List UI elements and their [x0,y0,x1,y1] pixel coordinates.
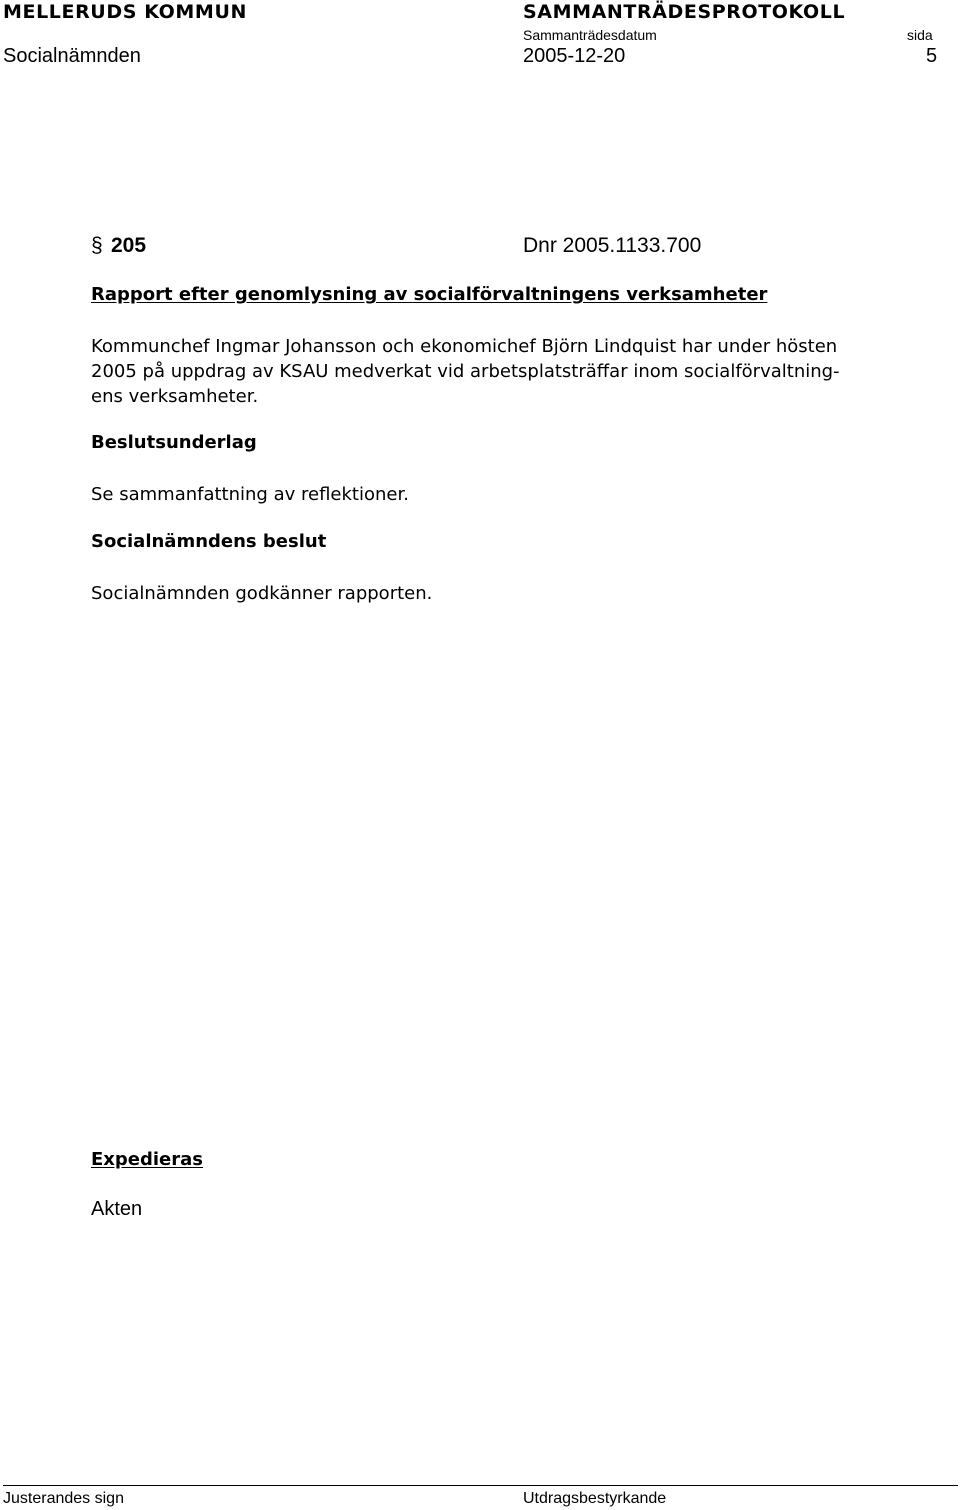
signature-label: Justerandes sign [3,1490,124,1507]
dispatch-item: Akten [91,1198,143,1220]
dispatch-heading: Expedieras [91,1149,203,1170]
section-number: 205 [111,234,147,257]
document-type: SAMMANTRÄDESPROTOKOLL [523,1,846,23]
decision-text: Socialnämnden godkänner rapporten. [91,583,433,604]
organization-name: MELLERUDS KOMMUN [3,1,247,23]
basis-heading: Beslutsunderlag [91,432,257,453]
body-line: Kommunchef Ingmar Johansson och ekonomichef Björn Lindquist har under hösten [91,336,838,357]
section-symbol: § [91,234,103,257]
committee-name: Socialnämnden [3,45,141,67]
page-number: 5 [926,45,938,67]
body-line: ens verksamheter. [91,386,259,407]
basis-text: Se sammanfattning av reflektioner. [91,484,409,505]
page-label: sida [907,27,933,43]
body-line: 2005 på uppdrag av KSAU medverkat vid arbetsplatsträffar inom socialförvaltning- [91,361,840,382]
item-title: Rapport efter genomlysning av socialförvaltningens verksamheter [91,284,768,305]
date-label: Sammanträdesdatum [523,27,657,43]
decision-heading: Socialnämndens beslut [91,531,327,552]
certification-label: Utdragsbestyrkande [523,1490,667,1507]
registration-number: Dnr 2005.1133.700 [523,234,702,257]
footer-divider [3,1485,958,1486]
meeting-date: 2005-12-20 [523,45,626,67]
